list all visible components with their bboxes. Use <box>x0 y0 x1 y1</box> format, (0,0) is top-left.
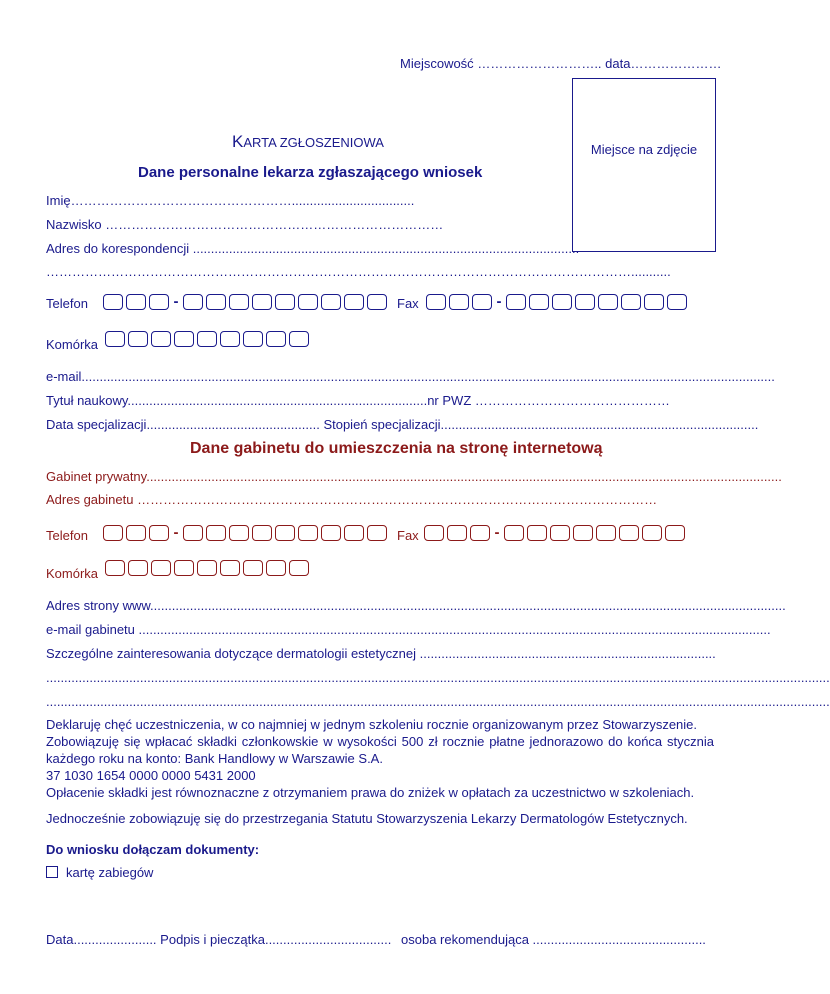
office-phone-box[interactable] <box>183 525 203 541</box>
phone-box[interactable] <box>206 294 226 310</box>
specialization-degree-label: Stopień specjalizacji <box>323 417 441 432</box>
fax-box[interactable] <box>621 294 641 310</box>
office-fax-box[interactable] <box>596 525 616 541</box>
phone-box[interactable] <box>367 294 387 310</box>
office-mobile-label: Komórka <box>46 566 99 581</box>
office-fax-box[interactable] <box>424 525 444 541</box>
phone-boxes[interactable] <box>103 294 390 310</box>
interests-label: Szczególne zainteresowania dotyczące dermatologii estetycznej <box>46 646 416 661</box>
office-phone-box[interactable] <box>229 525 249 541</box>
office-fax-box[interactable] <box>527 525 547 541</box>
fax-label: Fax <box>397 296 419 311</box>
specialization-date-field[interactable]: ................................................ <box>146 417 320 432</box>
interests-line-2-field[interactable]: ......................................................................................................................................................................................................................... <box>46 670 830 685</box>
office-phone-box[interactable] <box>298 525 318 541</box>
fax-box[interactable] <box>575 294 595 310</box>
office-mobile-box[interactable] <box>174 560 194 576</box>
office-address-row <box>46 492 714 507</box>
declaration-line: każdego roku na konto: Bank Handlowy w Warszawie S.A. <box>46 751 383 766</box>
place-field[interactable]: ……………………….. <box>477 56 602 71</box>
office-mobile-box[interactable] <box>128 560 148 576</box>
office-fax-box[interactable] <box>470 525 490 541</box>
personal-data-heading: Dane personalne lekarza zgłaszającego wniosek <box>138 164 483 181</box>
first-name-field[interactable]: …………………………………………….................................. <box>70 193 415 208</box>
email-row <box>46 369 775 384</box>
office-phone-box[interactable] <box>344 525 364 541</box>
fax-box[interactable] <box>598 294 618 310</box>
interests-line-3-field[interactable]: ......................................................................................................................................................................................................................... <box>46 694 830 709</box>
pwz-label: nr PWZ <box>427 393 472 408</box>
office-fax-box[interactable] <box>504 525 524 541</box>
recommender-field[interactable]: ................................................ <box>532 932 706 947</box>
office-phone-box[interactable] <box>367 525 387 541</box>
declaration-line: Deklaruję chęć uczestniczenia, w co najmniej w jednym szkoleniu rocznie organizowanym przez Stowarzyszenie. <box>46 717 698 732</box>
office-address-label: Adres gabinetu <box>46 492 134 507</box>
office-address-field[interactable]: ………………………………………………………………………………………………………… <box>137 492 658 507</box>
place-date-line <box>400 56 721 71</box>
academic-title-row <box>46 393 714 408</box>
last-name-field[interactable]: …………………………………………………………………… <box>105 217 444 232</box>
office-fax-dash: - <box>494 524 500 541</box>
address-line-2-field[interactable]: ………………………………………………………………………………………………………………………........... <box>46 264 671 279</box>
address-row <box>46 241 579 256</box>
mobile-box[interactable] <box>220 331 240 347</box>
attachments-heading: Do wniosku dołączam dokumenty: <box>46 842 260 857</box>
mobile-box[interactable] <box>289 331 309 347</box>
office-phone-box[interactable] <box>149 525 169 541</box>
website-label: Adres strony www <box>46 598 151 613</box>
phone-box[interactable] <box>252 294 272 310</box>
mobile-label: Komórka <box>46 337 99 352</box>
fax-box[interactable] <box>449 294 469 310</box>
signature-row <box>46 932 706 947</box>
office-mobile-box[interactable] <box>220 560 240 576</box>
first-name-label: Imię <box>46 193 71 208</box>
footer-date-field[interactable]: ....................... <box>73 932 157 947</box>
specialization-degree-field[interactable]: ........................................................................................ <box>440 417 759 432</box>
footer-date-label: Data <box>46 932 74 947</box>
office-phone-box[interactable] <box>252 525 272 541</box>
office-mobile-box[interactable] <box>243 560 263 576</box>
academic-title-field[interactable]: ................................................................................... <box>127 393 428 408</box>
office-phone-label: Telefon <box>46 528 88 543</box>
office-fax-label: Fax <box>397 528 419 543</box>
attachment-item[interactable] <box>46 865 153 880</box>
specialization-date-label: Data specjalizacji <box>46 417 147 432</box>
office-fax-box[interactable] <box>642 525 662 541</box>
phone-box[interactable] <box>344 294 364 310</box>
private-office-label: Gabinet prywatny <box>46 469 147 484</box>
office-phone-box[interactable] <box>206 525 226 541</box>
attachment-label: kartę zabiegów <box>66 865 154 880</box>
mobile-box[interactable] <box>105 331 125 347</box>
title-rest: ARTA ZGŁOSZENIOWA <box>243 135 384 150</box>
office-phone-box[interactable] <box>103 525 123 541</box>
office-mobile-boxes[interactable] <box>105 560 312 576</box>
phone-box[interactable] <box>298 294 318 310</box>
office-mobile-box[interactable] <box>151 560 171 576</box>
phone-box[interactable] <box>229 294 249 310</box>
office-phone-box[interactable] <box>275 525 295 541</box>
interests-row <box>46 646 714 661</box>
website-field[interactable]: ................................................................................................................................................................................ <box>150 598 786 613</box>
phone-box[interactable] <box>149 294 169 310</box>
phone-box[interactable] <box>183 294 203 310</box>
fax-box[interactable] <box>529 294 549 310</box>
date-field[interactable]: ………………… <box>630 56 722 71</box>
office-email-label: e-mail gabinetu <box>46 622 135 637</box>
office-email-field[interactable]: ............................................................................................................................................................................... <box>138 622 771 637</box>
office-phone-dash: - <box>173 524 179 541</box>
phone-label: Telefon <box>46 296 88 311</box>
place-label: Miejscowość <box>400 56 474 71</box>
attachment-checkbox[interactable] <box>46 866 58 878</box>
office-email-row <box>46 622 771 637</box>
fax-dash: - <box>496 293 502 310</box>
office-fax-box[interactable] <box>665 525 685 541</box>
office-mobile-box[interactable] <box>197 560 217 576</box>
statute-declaration: Jednocześnie zobowiązuję się do przestrzegania Statutu Stowarzyszenia Lekarzy Dermatologów Estetycznych. <box>46 811 688 826</box>
email-label: e-mail <box>46 369 82 384</box>
fax-box[interactable] <box>426 294 446 310</box>
declaration-paragraph <box>46 716 714 801</box>
mobile-box[interactable] <box>266 331 286 347</box>
mobile-box[interactable] <box>128 331 148 347</box>
address-field[interactable]: ........................................................................................................... <box>192 241 580 256</box>
mobile-box[interactable] <box>151 331 171 347</box>
private-office-field[interactable]: ................................................................................................................................................................................ <box>146 469 782 484</box>
mobile-box[interactable] <box>197 331 217 347</box>
office-data-heading: Dane gabinetu do umieszczenia na stronę internetową <box>190 440 603 457</box>
office-mobile-box[interactable] <box>266 560 286 576</box>
academic-title-label: Tytuł naukowy <box>46 393 128 408</box>
phone-box[interactable] <box>321 294 341 310</box>
title-first-letter: K <box>232 132 244 151</box>
office-mobile-box[interactable] <box>105 560 125 576</box>
office-phone-box[interactable] <box>321 525 341 541</box>
website-row <box>46 598 786 613</box>
fax-box[interactable] <box>472 294 492 310</box>
private-office-row <box>46 469 782 484</box>
signature-field[interactable]: ................................... <box>264 932 392 947</box>
office-fax-box[interactable] <box>619 525 639 541</box>
email-field[interactable]: ................................................................................................................................................................................................ <box>81 369 775 384</box>
mobile-box[interactable] <box>174 331 194 347</box>
fax-boxes[interactable] <box>426 294 690 310</box>
fax-box[interactable] <box>667 294 687 310</box>
first-name-row <box>46 193 414 208</box>
last-name-row <box>46 217 443 232</box>
office-mobile-box[interactable] <box>289 560 309 576</box>
account-number: 37 1030 1654 0000 0000 5431 2000 <box>46 768 256 783</box>
last-name-label: Nazwisko <box>46 217 102 232</box>
phone-box[interactable] <box>103 294 123 310</box>
photo-placeholder-label: Miejsce na zdjęcie <box>590 142 698 157</box>
declaration-line: Zobowiązuję się wpłacać składki członkowskie w wysokości 500 zł rocznie płatne jednorazowo do końca stycznia <box>46 734 714 749</box>
signature-label: Podpis i pieczątka <box>160 932 265 947</box>
fax-box[interactable] <box>506 294 526 310</box>
office-fax-box[interactable] <box>550 525 570 541</box>
specialization-row <box>46 417 759 432</box>
page-title <box>232 132 384 152</box>
office-fax-boxes[interactable] <box>424 525 688 541</box>
office-fax-box[interactable] <box>573 525 593 541</box>
fax-box[interactable] <box>552 294 572 310</box>
date-label: data <box>605 56 631 71</box>
address-label: Adres do korespondencji <box>46 241 190 256</box>
pwz-field[interactable]: ……………………………………… <box>474 393 670 408</box>
mobile-boxes[interactable] <box>105 331 312 347</box>
photo-placeholder <box>572 78 716 252</box>
office-fax-box[interactable] <box>447 525 467 541</box>
phone-box[interactable] <box>126 294 146 310</box>
declaration-line: Opłacenie składki jest równoznaczne z otrzymaniem prawa do zniżek w opłatach za uczestnictwo w szkoleniach. <box>46 785 695 800</box>
office-phone-box[interactable] <box>126 525 146 541</box>
phone-dash: - <box>173 293 179 310</box>
fax-box[interactable] <box>644 294 664 310</box>
office-phone-boxes[interactable] <box>103 525 390 541</box>
interests-field[interactable]: .................................................................................. <box>419 646 716 661</box>
phone-box[interactable] <box>275 294 295 310</box>
mobile-box[interactable] <box>243 331 263 347</box>
recommender-label: osoba rekomendująca <box>401 932 529 947</box>
